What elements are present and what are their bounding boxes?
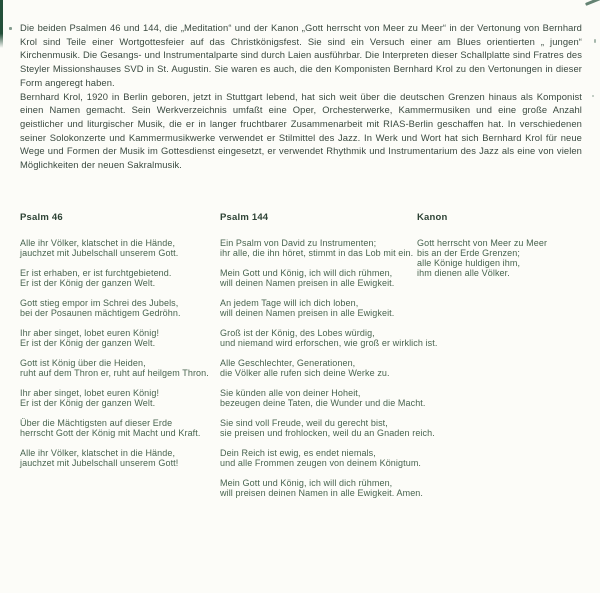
verse-line: Er ist der König der ganzen Welt.	[20, 338, 156, 348]
stanza	[20, 238, 220, 258]
verse-line: Sie künden alle von deiner Hoheit,	[220, 388, 361, 398]
verse-line: sie preisen und frohlocken, weil du an Gnaden reich.	[220, 428, 435, 438]
verse-line: die Völker alle rufen sich deine Werke zu.	[220, 368, 390, 378]
column-title-kanon: Kanon	[417, 212, 448, 223]
stanza	[20, 418, 220, 438]
stanza	[220, 418, 455, 438]
column-kanon	[417, 213, 592, 288]
intro-paragraph-1: Die beiden Psalmen 46 und 144, die „Meditation“ und der Kanon „Gott herrscht von Meer zu Meer“ in der Vertonung von Bernhard Krol sind Teile einer Wortgottesfeier auf das Christkönigsfest. Sie sind ein Versuch einer am Blues orientierten „ jungen“ Kirchenmusik. Die Gesangs- und Instrumentalparte sind durch Laien ausführbar. Die Interpreten dieser Schallplatte sind Fratres des Steyler Missionshauses SVD in St. Augustin. Sie waren es auch, die den Komponisten Bernhard Krol zu den Vertonungen in dieser Form angeregt haben.	[20, 22, 582, 88]
verse-line: Gott ist König über die Heiden,	[20, 358, 146, 368]
verse-line: und alle Frommen zeugen von deinem Königtum.	[220, 458, 422, 468]
verse-line: Alle ihr Völker, klatschet in die Hände,	[20, 448, 176, 458]
verse-line: will deinen Namen preisen in alle Ewigkeit.	[220, 278, 395, 288]
verse-line: Ihr aber singet, lobet euren König!	[20, 328, 160, 338]
verse-line: will deinen Namen preisen in alle Ewigkeit.	[220, 308, 395, 318]
column-title-psalm-46: Psalm 46	[20, 212, 63, 223]
verse-line: Gott herrscht von Meer zu Meer	[417, 238, 548, 248]
scan-artifact-corner-mark	[585, 0, 600, 6]
verse-list	[20, 238, 220, 468]
liner-notes-intro	[20, 21, 582, 172]
column-title-psalm-144: Psalm 144	[220, 212, 269, 223]
stanza	[220, 388, 455, 408]
verse-line: Er ist der König der ganzen Welt.	[20, 398, 156, 408]
verse-line: und niemand wird erforschen, wie groß er wirklich ist.	[220, 338, 438, 348]
verse-line: Sie sind voll Freude, weil du gerecht bist,	[220, 418, 388, 428]
verse-line: Ihr aber singet, lobet euren König!	[20, 388, 160, 398]
verse-line: alle Könige huldigen ihm,	[417, 258, 521, 268]
stanza	[220, 358, 455, 378]
verse-line: bezeugen deine Taten, die Wunder und die Macht.	[220, 398, 426, 408]
scan-artifact-speck	[594, 39, 596, 43]
verse-line: Gott stieg empor im Schrei des Jubels,	[20, 298, 179, 308]
intro-paragraph-2: Bernhard Krol, 1920 in Berlin geboren, jetzt in Stuttgart lebend, hat sich weit über die deutschen Grenzen hinaus als Komponist einen Namen gemacht. Sein Werkverzeichnis umfaßt eine Oper, Orchesterwerke, Kammermusiken und eine große Anzahl geistlicher und liturgischer Musik, die er in langer fruchtbarer Zusammenarbeit mit RIAS-Berlin geschaffen hat. In verschiedenen seiner Solokonzerte und Kammermusikwerke verwendet er Stilmittel des Jazz. In Werk und Wort hat sich Bernhard Krol für neue Wege und Formen der Musik im Gottesdienst eingesetzt, er verwendet Rhythmik und Instrumentarium des Jazz als eine von vielen Möglichkeiten der neuen Sakralmusik.	[20, 90, 582, 171]
stanza	[20, 358, 220, 378]
verse-line: Groß ist der König, des Lobes würdig,	[220, 328, 375, 338]
stanza	[20, 328, 220, 348]
verse-line: herrscht Gott der König mit Macht und Kraft.	[20, 428, 201, 438]
verse-line: Dein Reich ist ewig, es endet niemals,	[220, 448, 376, 458]
stanza	[220, 448, 455, 468]
stanza	[20, 388, 220, 408]
verse-line: An jedem Tage will ich dich loben,	[220, 298, 359, 308]
verse-line: will preisen deinen Namen in alle Ewigkeit. Amen.	[220, 488, 424, 498]
verse-line: Mein Gott und König, ich will dich rühmen,	[220, 478, 393, 488]
stanza	[20, 298, 220, 318]
verse-line: bei der Posaunen mächtigem Gedröhn.	[20, 308, 181, 318]
verse-line: bis an der Erde Grenzen;	[417, 248, 520, 258]
verse-line: Alle Geschlechter, Generationen,	[220, 358, 356, 368]
verse-line: Ein Psalm von David zu Instrumenten;	[220, 238, 377, 248]
stanza	[220, 328, 455, 348]
verse-line: ihm dienen alle Völker.	[417, 268, 510, 278]
scan-artifact-left-edge	[0, 0, 3, 48]
verse-list	[417, 238, 592, 278]
stanza	[220, 478, 455, 498]
verse-line: jauchzet mit Jubelschall unserem Gott!	[20, 458, 179, 468]
verse-line: ihr alle, die ihn höret, stimmt in das Lob mit ein.	[220, 248, 414, 258]
stanza	[417, 238, 592, 278]
scan-artifact-speck	[592, 95, 594, 97]
verse-line: ruht auf dem Thron er, ruht auf heilgem Thron.	[20, 368, 209, 378]
verse-line: Er ist der König der ganzen Welt.	[20, 278, 156, 288]
verse-line: Alle ihr Völker, klatschet in die Hände,	[20, 238, 176, 248]
verse-line: Über die Mächtigsten auf dieser Erde	[20, 418, 173, 428]
verse-line: Mein Gott und König, ich will dich rühmen,	[220, 268, 393, 278]
scan-artifact-speck	[9, 27, 12, 30]
stanza	[220, 298, 455, 318]
verse-line: Er ist erhaben, er ist furchtgebietend.	[20, 268, 172, 278]
stanza	[20, 448, 220, 468]
stanza	[20, 268, 220, 288]
verse-line: jauchzet mit Jubelschall unserem Gott.	[20, 248, 179, 258]
column-psalm-46	[20, 213, 220, 478]
